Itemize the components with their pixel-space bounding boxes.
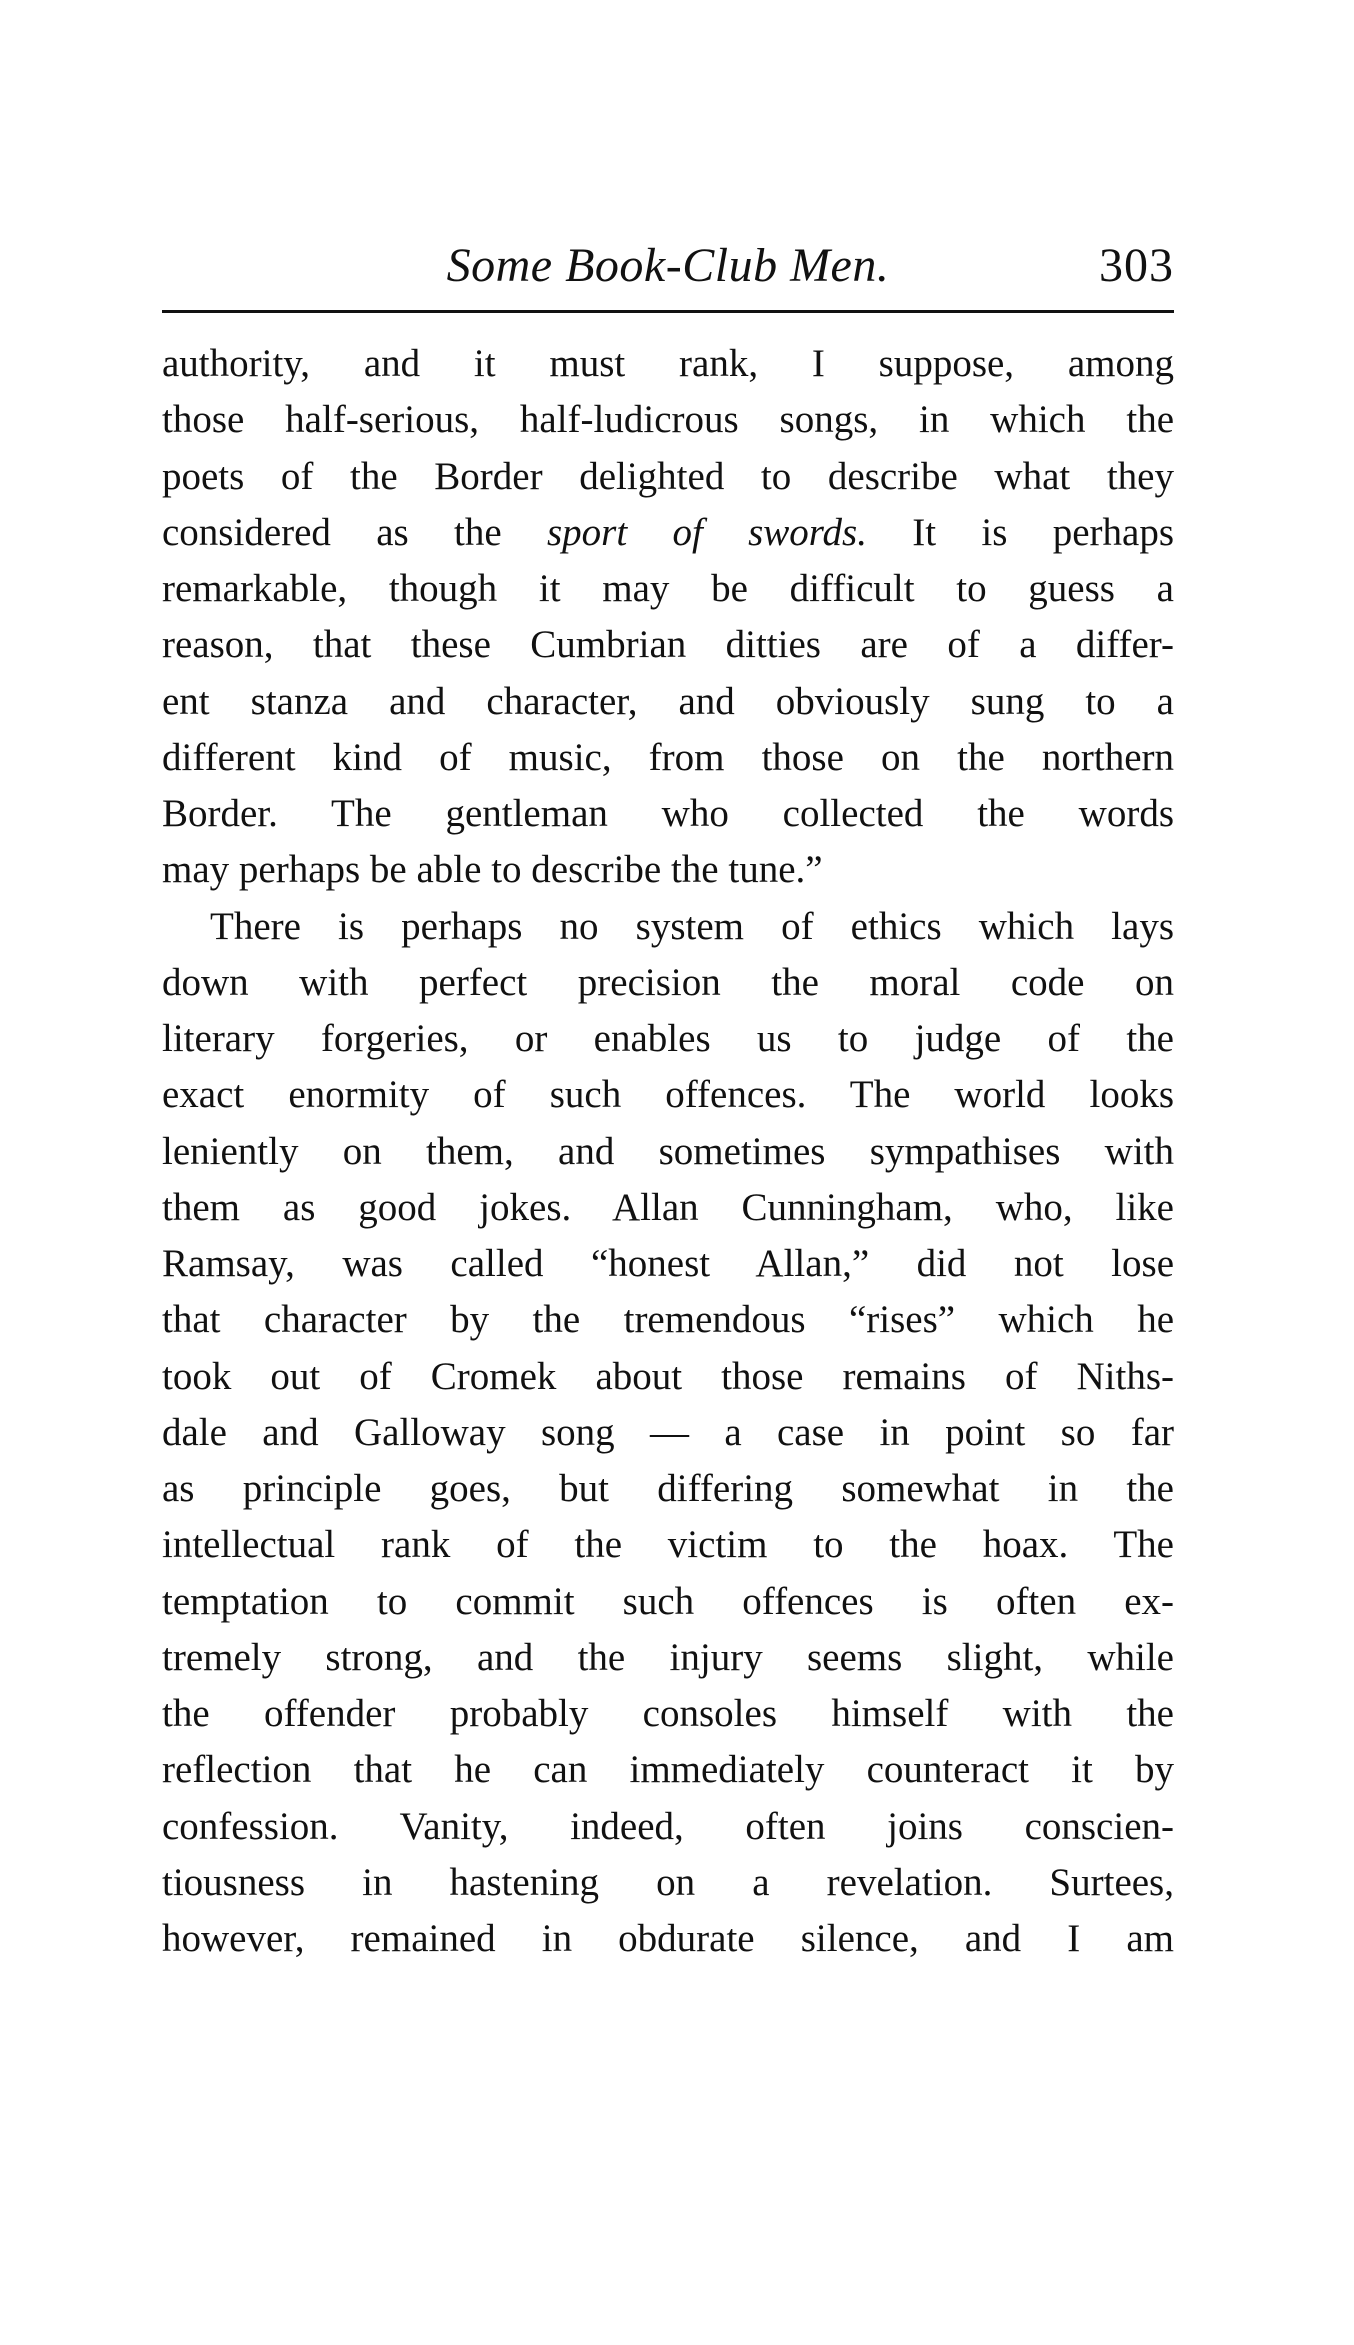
header-rule [162,310,1174,313]
text-line: as principle goes, but differing somewhat in the [162,1467,1174,1510]
page-number: 303 [1099,239,1174,292]
text-line: exact enormity of such offences. The world looks [162,1073,1174,1117]
running-header [162,236,1174,306]
text-line: the offender probably consoles himself with the [162,1692,1174,1735]
text-line: literary forgeries, or enables us to judge of the [162,1017,1174,1060]
emphasized-phrase: sport of swords. [546,510,867,554]
text-line: Ramsay, was called “honest Allan,” did not lose [162,1242,1174,1285]
text-line: reflection that he can immediately counteract it by [162,1748,1174,1792]
text-line: down with perfect precision the moral code on [162,960,1174,1004]
text-line: however, remained in obdurate silence, and I am [162,1917,1174,1960]
text-line: tremely strong, and the injury seems slight, while [162,1635,1174,1679]
text-line: may perhaps be able to describe the tune.” [162,848,823,892]
text-line: ent stanza and character, and obviously sung to a [162,679,1174,723]
text-segment: It is perhaps [866,510,1174,554]
text-line: took out of Cromek about those remains of Niths- [162,1354,1174,1398]
text-line: those half-serious, half-ludicrous songs, in which the [162,398,1174,442]
text-line: There is perhaps no system of ethics which lays [210,904,1174,948]
text-line: them as good jokes. Allan Cunningham, who, like [162,1185,1174,1229]
text-line: reason, that these Cumbrian ditties are of a differ- [162,623,1174,667]
text-line: poets of the Border delighted to describe what they [162,454,1174,498]
running-title: Some Book-Club Men. [446,239,890,292]
text-line: tiousness in hastening on a revelation. Surtees, [162,1860,1174,1904]
text-line: remarkable, though it may be difficult to guess a [162,567,1174,610]
text-segment: considered as the [162,510,547,554]
text-line: authority, and it must rank, I suppose, among [162,342,1174,385]
text-line: intellectual rank of the victim to the hoax. The [162,1523,1174,1567]
text-line: Border. The gentleman who collected the words [162,792,1174,835]
body-text [162,336,1174,1967]
text-line: temptation to commit such offences is often ex- [162,1579,1174,1623]
text-line: that character by the tremendous “rises” which he [162,1298,1174,1342]
text-line: leniently on them, and sometimes sympathises with [162,1129,1174,1173]
text-line [162,505,1174,561]
text-line: confession. Vanity, indeed, often joins conscien- [162,1804,1174,1848]
text-line: dale and Galloway song — a case in point so far [162,1410,1174,1454]
text-line: different kind of music, from those on the northern [162,735,1174,779]
